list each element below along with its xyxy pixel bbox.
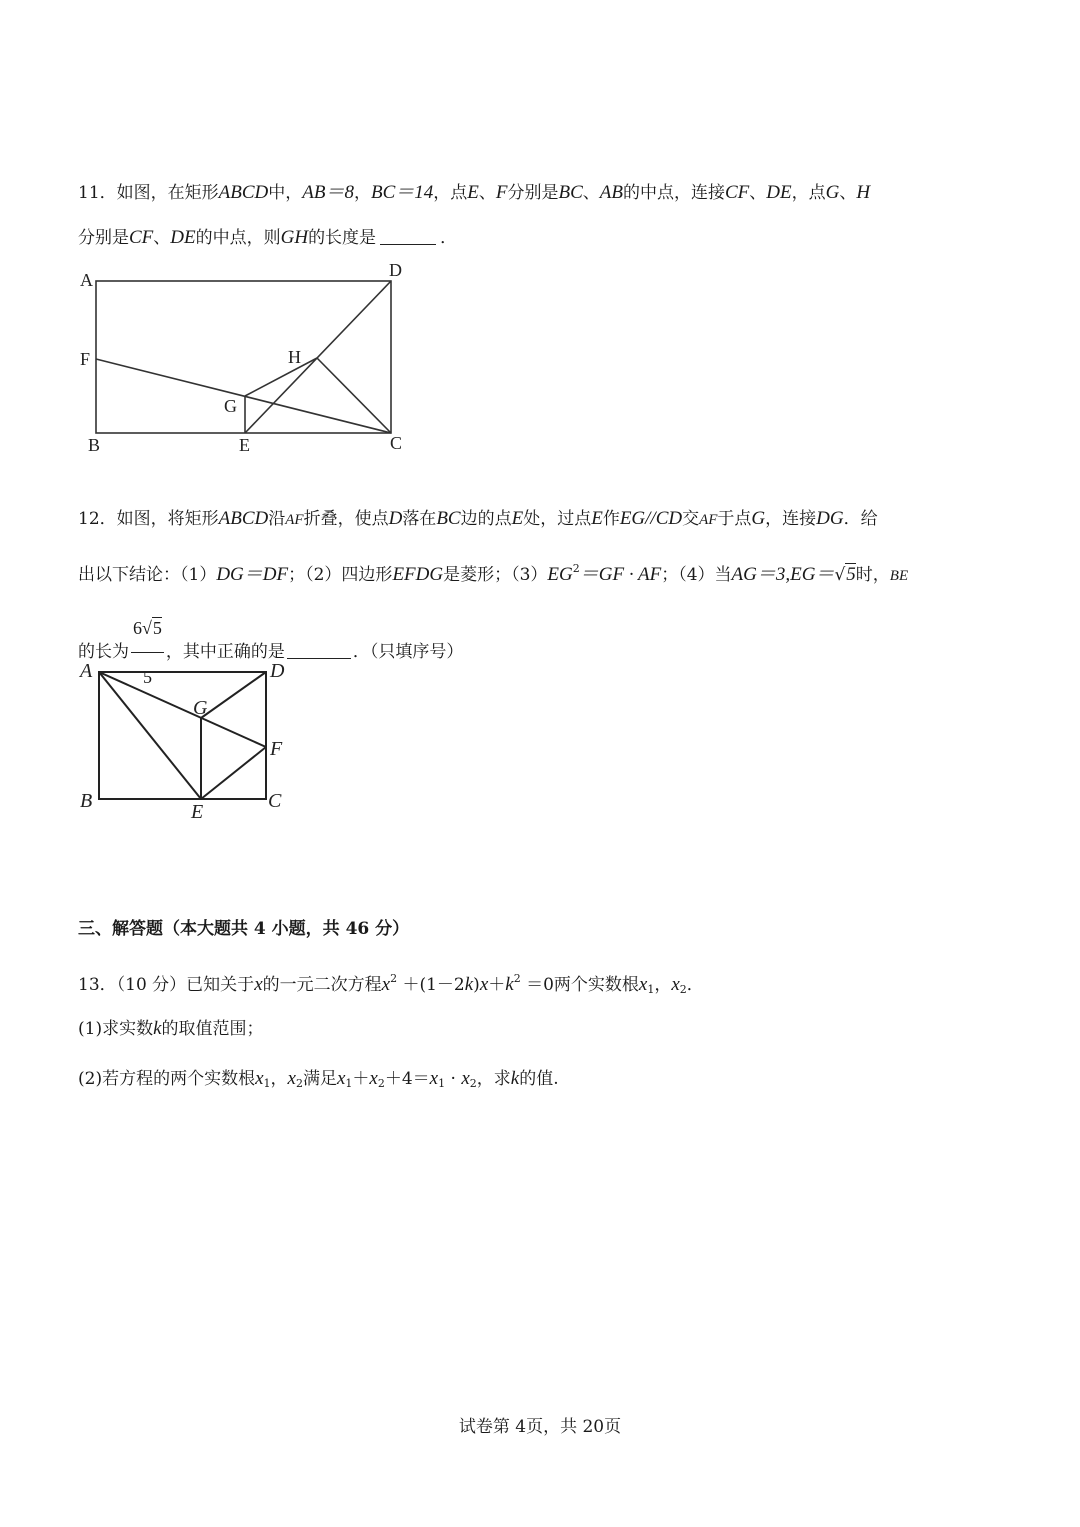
answer-blank-q11 bbox=[380, 228, 436, 245]
page-footer: 试卷第 4页，共 20页 bbox=[458, 1417, 622, 1437]
label-B: B bbox=[88, 435, 101, 455]
label-G: G bbox=[224, 396, 237, 416]
q12-line-2: 出以下结论：（1）DG＝DF；（2）四边形EFDG是菱形；$(3)EG^2=GF$ · AF；（4）当AG＝3,EG＝√5时，BE bbox=[78, 562, 909, 585]
label-C: C bbox=[268, 790, 282, 812]
segment-EF bbox=[201, 747, 266, 799]
label-B: B bbox=[80, 790, 93, 812]
q13-part-1: (1)求实数k的取值范围； bbox=[78, 1018, 264, 1039]
label-G: G bbox=[193, 697, 208, 719]
q11-line-1: 11．如图，在矩形ABCD中，AB＝8，BC＝14，点E、F分别是BC、AB的中点，连接CF、DE，点G、H bbox=[78, 182, 871, 203]
rect-ABCD bbox=[96, 281, 391, 433]
label-A: A bbox=[80, 270, 93, 290]
segment-GH bbox=[245, 358, 317, 396]
q12-line-1: 12．如图，将矩形ABCD沿AF折叠，使点D落在BC边的点E处，过点E作EG//CD交AF于点G，连接DG．给 bbox=[78, 508, 878, 529]
segment-AF bbox=[99, 672, 266, 747]
q11-line-2: 分别是CF、DE的中点，则GH的长度是 ． bbox=[78, 227, 458, 248]
fraction: $\frac{6√5}{5}$ bbox=[131, 604, 164, 701]
label-E: E bbox=[191, 801, 204, 823]
segment-HC bbox=[317, 358, 391, 433]
label-C: C bbox=[390, 433, 403, 453]
label-A: A bbox=[80, 660, 93, 682]
segment-AE bbox=[99, 672, 201, 799]
q13-part-2: (2)若方程的两个实数根$x_1$，$x_2$满足$x_1+x_2+4=x_1 \cdot x_2$，求k的值. bbox=[78, 1068, 559, 1090]
section-heading: 三、解答题（本大题共 4 小题，共 46 分） bbox=[78, 919, 410, 939]
label-D: D bbox=[389, 260, 402, 280]
label-D: D bbox=[270, 660, 285, 682]
label-F: F bbox=[270, 738, 283, 760]
q11-figure bbox=[70, 255, 420, 460]
label-E: E bbox=[239, 435, 250, 455]
segment-DG bbox=[201, 672, 266, 718]
segment-FC bbox=[96, 359, 391, 433]
label-F: F bbox=[80, 349, 91, 369]
label-H: H bbox=[288, 347, 301, 367]
q12-line-3: 的长为 $\frac{6√5}{5}$ ，其中正确的是 ．（只填序号） bbox=[78, 604, 463, 701]
q12-figure bbox=[70, 650, 300, 825]
q13-line-1: 13．（10 分）已知关于x的一元二次方程$x^2 +(1-2k)x+k^2 =0$两个实数根$x_1$，$x_2$． bbox=[78, 972, 704, 996]
